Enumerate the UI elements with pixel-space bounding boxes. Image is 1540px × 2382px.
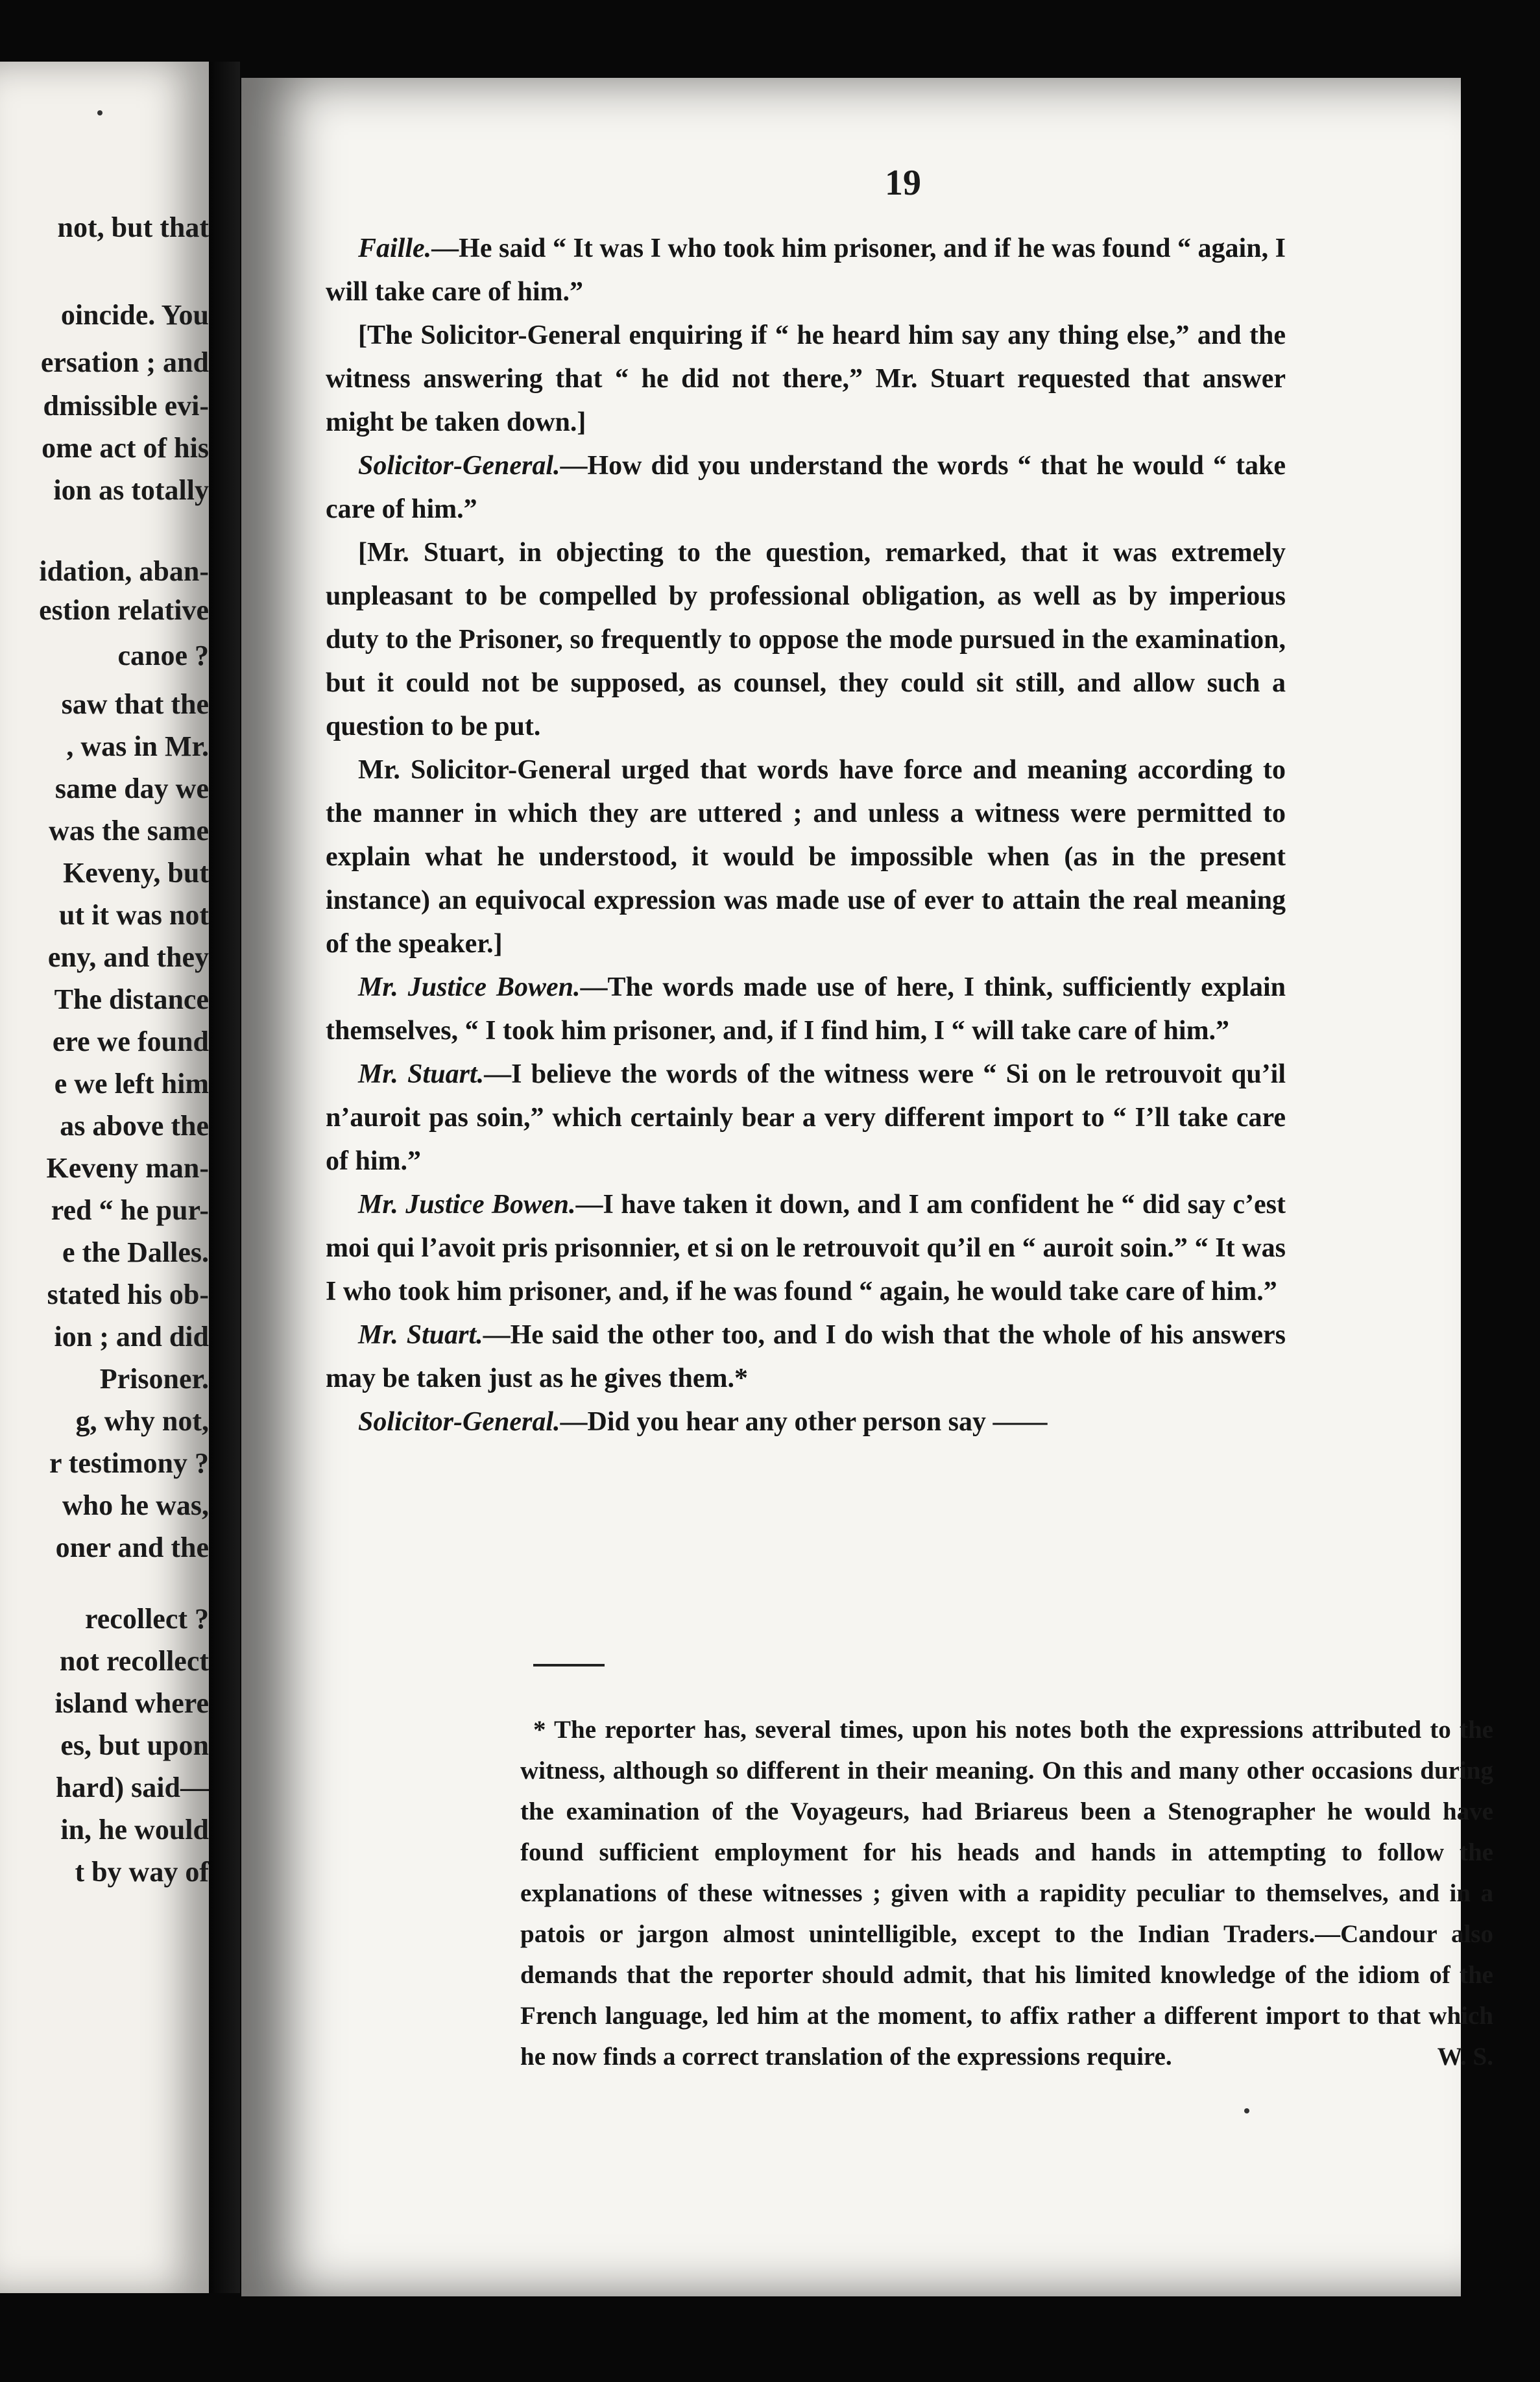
left-page-line: ion ; and did: [54, 1321, 209, 1353]
left-page-line: r testimony ?: [49, 1447, 209, 1479]
paragraph: [326, 531, 1286, 749]
left-page-line: who he was,: [62, 1489, 209, 1521]
left-page-line: Keveny man-: [46, 1152, 209, 1184]
left-page-line: estion relative: [39, 594, 209, 626]
paragraph-text: —I believe the words of the witness were “ Si on le retrouvoit qu’il n’auroit pas soin,” which certainly bear a very different import to “ I’ll take care of him.”: [326, 1059, 1286, 1176]
paragraph-text: [Mr. Stuart, in objecting to the question, remarked, that it was extremely unpleasant to be compelled by professional obligation, as well as by imperious duty to the Prisoner, so frequently to oppose the mode pursued in the examination, but it could not be supposed, as counsel, they could sit still, and allow such a question to be put.: [326, 538, 1286, 741]
paragraph-text: —Did you hear any other person say ——: [560, 1407, 1048, 1437]
paragraph: [326, 749, 1286, 966]
left-page-line: saw that the: [61, 688, 209, 720]
speaker-name: Mr. Stuart.: [358, 1059, 485, 1089]
footnote: [520, 1709, 1493, 2077]
page-speck: [97, 110, 102, 115]
left-page-line: e we left him: [54, 1068, 209, 1100]
left-page-line: ion as totally: [53, 474, 209, 506]
left-page-line: es, but upon: [60, 1729, 209, 1761]
paragraph-text: —He said “ It was I who took him prisoner, and if he was found “ again, I will take care of him.”: [326, 234, 1286, 307]
left-page-line: , was in Mr.: [66, 730, 209, 762]
left-page-line: oner and the: [55, 1532, 209, 1563]
paragraph-text: —How did you understand the words “ that he would “ take care of him.”: [326, 451, 1286, 524]
paragraph-text: —The words made use of here, I think, sufficiently explain themselves, “ I took him prisoner, and, if I find him, I “ will take care of him.”: [326, 972, 1286, 1046]
body-text: [326, 227, 1286, 1444]
left-page-line: not recollect: [59, 1645, 209, 1677]
paragraph: [326, 1183, 1286, 1314]
speaker-name: Mr. Justice Bowen.: [358, 1190, 576, 1220]
left-page-line: e the Dalles.: [62, 1236, 209, 1268]
left-page-line: g, why not,: [75, 1405, 209, 1437]
left-page-line: oincide. You: [60, 299, 209, 331]
left-page-line: ere we found: [52, 1026, 209, 1057]
left-page-line: was the same: [49, 815, 209, 847]
page-number: 19: [885, 163, 921, 203]
left-page-line: canoe ?: [117, 640, 209, 671]
left-page-line: eny, and they: [47, 941, 209, 973]
left-page-line: ut it was not: [58, 899, 209, 931]
left-page-line: in, he would: [60, 1814, 209, 1846]
paragraph: [326, 444, 1286, 531]
left-page-line: as above the: [60, 1110, 209, 1142]
paragraph: [326, 966, 1286, 1053]
left-page-line: red “ he pur-: [51, 1194, 209, 1226]
left-page-line: dmissible evi-: [43, 390, 209, 422]
paragraph: [326, 1401, 1286, 1444]
left-page-line: island where: [54, 1687, 209, 1719]
speaker-name: Faille.: [358, 234, 432, 263]
left-page-line: stated his ob-: [47, 1279, 209, 1310]
footnote-signature: W. S.: [1437, 2043, 1493, 2071]
speaker-name: Mr. Justice Bowen.: [358, 972, 581, 1002]
left-page-line: idation, aban-: [39, 555, 209, 587]
paragraph: [326, 227, 1286, 314]
left-page-line: The distance: [54, 983, 209, 1015]
paragraph: [326, 314, 1286, 444]
paragraph-text: Mr. Solicitor-General urged that words have force and meaning according to the manner in which they are uttered ; and unless a witness were permitted to explain what he understood, it would be impossible when (as in the present instance) an equivocal expression was made use of ever to attain the real meaning of the speaker.]: [326, 755, 1286, 959]
paragraph-text: —He said the other too, and I do wish that the whole of his answers may be taken just as he gives them.*: [326, 1320, 1286, 1393]
footnote-rule: [533, 1664, 605, 1666]
left-page-edge: [0, 62, 209, 2293]
left-page-line: not, but that: [57, 211, 209, 243]
left-page-line: t by way of: [75, 1856, 209, 1888]
left-page-line: ersation ; and: [40, 346, 209, 378]
left-page-line: Keveny, but: [63, 857, 209, 889]
paragraph-text: —I have taken it down, and I am confident he “ did say c’est moi qui l’avoit pris prisonnier, et si on le retrouvoit qu’il en “ auroit soin.” “ It was I who took him prisoner, and, if he was found “ again, he would take care of him.”: [326, 1190, 1286, 1306]
book-gutter: [209, 62, 240, 2293]
speaker-name: Solicitor-General.: [358, 451, 560, 481]
paragraph: [326, 1314, 1286, 1401]
paragraph: [326, 1053, 1286, 1183]
left-page-line: recollect ?: [85, 1603, 209, 1635]
left-page-line: same day we: [54, 773, 209, 804]
right-page: [241, 78, 1493, 2296]
page-speck: [1244, 2108, 1249, 2113]
speaker-name: Solicitor-General.: [358, 1407, 560, 1437]
left-page-line: Prisoner.: [99, 1363, 209, 1395]
left-page-line: ome act of his: [42, 432, 209, 464]
paragraph-text: [The Solicitor-General enquiring if “ he heard him say any thing else,” and the witness answering that “ he did not there,” Mr. Stuart requested that answer might be taken down.]: [326, 320, 1286, 437]
footnote-text: * The reporter has, several times, upon his notes both the expressions attributed to the witness, although so different in their meaning. On this and many other occasions during the examination of the Voyageurs, had Briareus been a Stenographer he would have found sufficient employment for his heads and hands in attempting to follow the explanations of these witnesses ; given with a rapidity peculiar to themselves, and in a patois or jargon almost unintelligible, except to the Indian Traders.—Candour also demands that the reporter should admit, that his limited knowledge of the idiom of the French language, led him at the moment, to affix rather a different import to that which he now finds a correct translation of the expressions require.: [520, 1716, 1493, 2071]
speaker-name: Mr. Stuart.: [358, 1320, 483, 1350]
left-page-line: hard) said—: [56, 1772, 209, 1803]
